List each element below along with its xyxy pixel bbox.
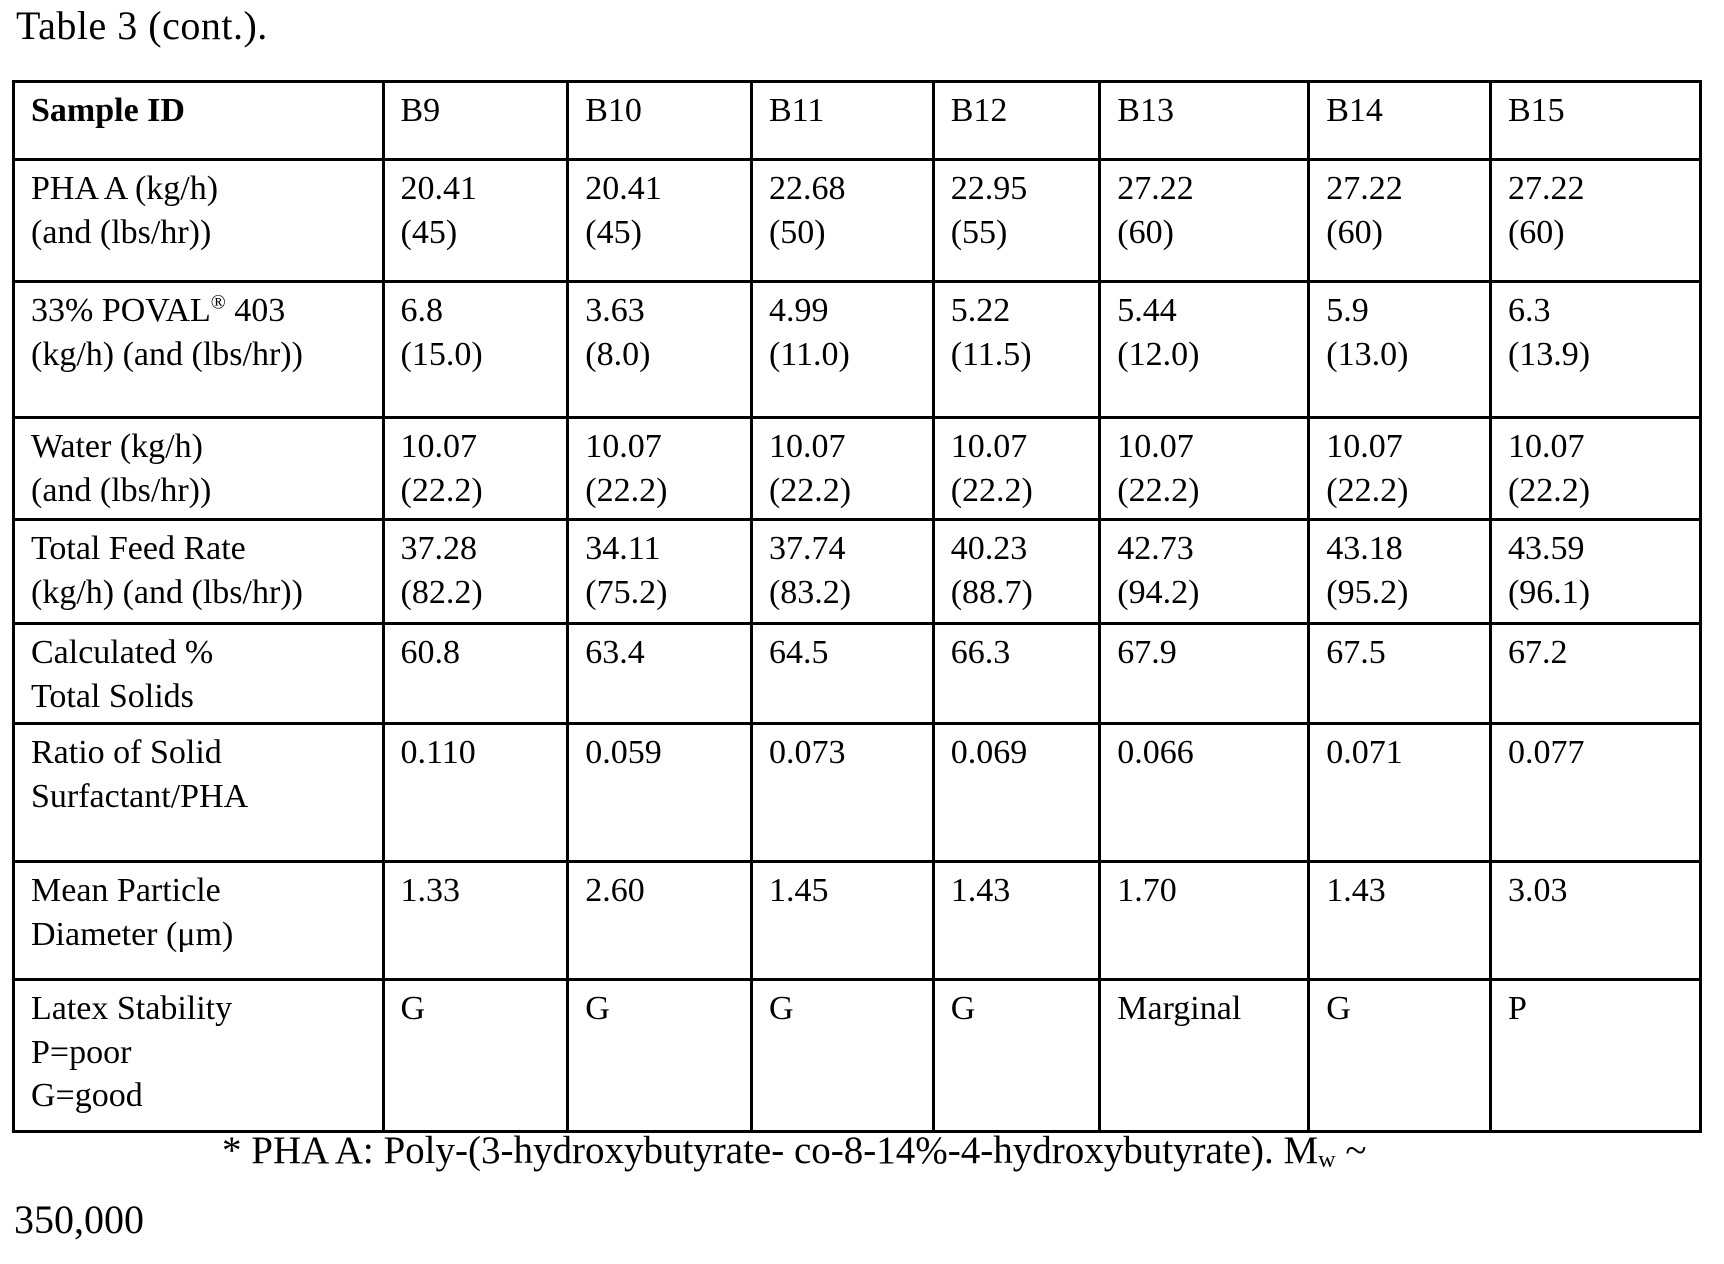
table-cell: 10.07 (22.2) [1309,418,1491,520]
table-row-latex-stability [14,980,1701,1132]
row-label-mean-particle-diameter: Mean Particle Diameter (μm) [14,862,384,980]
column-header-sample-id: Sample ID [14,82,384,160]
table-cell: 1.70 [1100,862,1309,980]
table-cell: 1.43 [1309,862,1491,980]
table-cell: 34.11 (75.2) [568,520,752,624]
table-cell: 10.07 (22.2) [568,418,752,520]
header-row [14,82,1701,160]
table-cell: G [933,980,1100,1132]
table-row-total-feed-rate [14,520,1701,624]
row-label-poval [14,282,384,418]
row-label-water: Water (kg/h) (and (lbs/hr)) [14,418,384,520]
column-header-b13: B13 [1100,82,1309,160]
footnote [222,1128,1366,1173]
table-cell: 20.41 (45) [383,160,568,282]
row-label-total-feed-rate: Total Feed Rate (kg/h) (and (lbs/hr)) [14,520,384,624]
table-cell: Marginal [1100,980,1309,1132]
table-cell: 43.18 (95.2) [1309,520,1491,624]
column-header-b10: B10 [568,82,752,160]
table-cell: 27.22 (60) [1309,160,1491,282]
table-row-mean-particle-diameter [14,862,1701,980]
table-cell: 10.07 (22.2) [751,418,933,520]
table-cell: 0.073 [751,724,933,862]
table-cell: 0.110 [383,724,568,862]
table-cell: 60.8 [383,624,568,724]
table-cell: 1.43 [933,862,1100,980]
row-label-pha-a: PHA A (kg/h) (and (lbs/hr)) [14,160,384,282]
table-cell: 43.59 (96.1) [1490,520,1700,624]
table-cell: 40.23 (88.7) [933,520,1100,624]
mw-subscript: w [1318,1146,1336,1174]
table-cell: 10.07 (22.2) [933,418,1100,520]
table-cell: G [383,980,568,1132]
table-cell: 6.8 (15.0) [383,282,568,418]
footnote-text: * PHA A: Poly-(3-hydroxybutyrate- co-8-14%-4-hydroxybutyrate). M [222,1129,1319,1172]
table-cell: 64.5 [751,624,933,724]
poval-label-post: 403 (kg/h) (and (lbs/hr)) [31,292,303,373]
table-cell: G [1309,980,1491,1132]
row-label-calculated-total-solids: Calculated % Total Solids [14,624,384,724]
footnote-tilde: ~ [1335,1129,1367,1172]
table-cell: 63.4 [568,624,752,724]
table-cell: 0.071 [1309,724,1491,862]
table-row-calculated-total-solids [14,624,1701,724]
table-title: Table 3 (cont.). [16,3,268,48]
table-row-water [14,418,1701,520]
table-cell: 10.07 (22.2) [383,418,568,520]
table-cell: 10.07 (22.2) [1100,418,1309,520]
table-cell: 3.63 (8.0) [568,282,752,418]
table-cell: 5.9 (13.0) [1309,282,1491,418]
table-cell: 0.066 [1100,724,1309,862]
table-cell: 5.22 (11.5) [933,282,1100,418]
molecular-weight-value: 350,000 [14,1197,144,1242]
column-header-b15: B15 [1490,82,1700,160]
table-cell: 0.059 [568,724,752,862]
table-cell: 66.3 [933,624,1100,724]
table-cell: P [1490,980,1700,1132]
table-cell: 5.44 (12.0) [1100,282,1309,418]
table-cell: 42.73 (94.2) [1100,520,1309,624]
column-header-b12: B12 [933,82,1100,160]
table-cell: 2.60 [568,862,752,980]
table-cell: G [751,980,933,1132]
column-header-b11: B11 [751,82,933,160]
table-cell: 67.9 [1100,624,1309,724]
row-label-latex-stability: Latex Stability P=poor G=good [14,980,384,1132]
data-table [12,80,1702,1133]
table-cell: 10.07 (22.2) [1490,418,1700,520]
table-cell: 0.069 [933,724,1100,862]
registered-trademark-icon: ® [210,291,226,314]
table-cell: 27.22 (60) [1490,160,1700,282]
table-cell: 4.99 (11.0) [751,282,933,418]
table-cell: G [568,980,752,1132]
table-cell: 20.41 (45) [568,160,752,282]
table-cell: 6.3 (13.9) [1490,282,1700,418]
table-cell: 37.74 (83.2) [751,520,933,624]
row-label-ratio-surfactant-pha: Ratio of Solid Surfactant/PHA [14,724,384,862]
table-cell: 22.95 (55) [933,160,1100,282]
table-row-poval [14,282,1701,418]
table-cell: 3.03 [1490,862,1700,980]
table-cell: 0.077 [1490,724,1700,862]
table-cell: 37.28 (82.2) [383,520,568,624]
table-row-ratio-surfactant-pha [14,724,1701,862]
table-cell: 27.22 (60) [1100,160,1309,282]
table-cell: 67.2 [1490,624,1700,724]
table-cell: 67.5 [1309,624,1491,724]
column-header-b9: B9 [383,82,568,160]
column-header-b14: B14 [1309,82,1491,160]
table-cell: 1.33 [383,862,568,980]
table-cell: 1.45 [751,862,933,980]
poval-label-pre: 33% POVAL [31,292,211,329]
table-row-pha-a [14,160,1701,282]
table-cell: 22.68 (50) [751,160,933,282]
